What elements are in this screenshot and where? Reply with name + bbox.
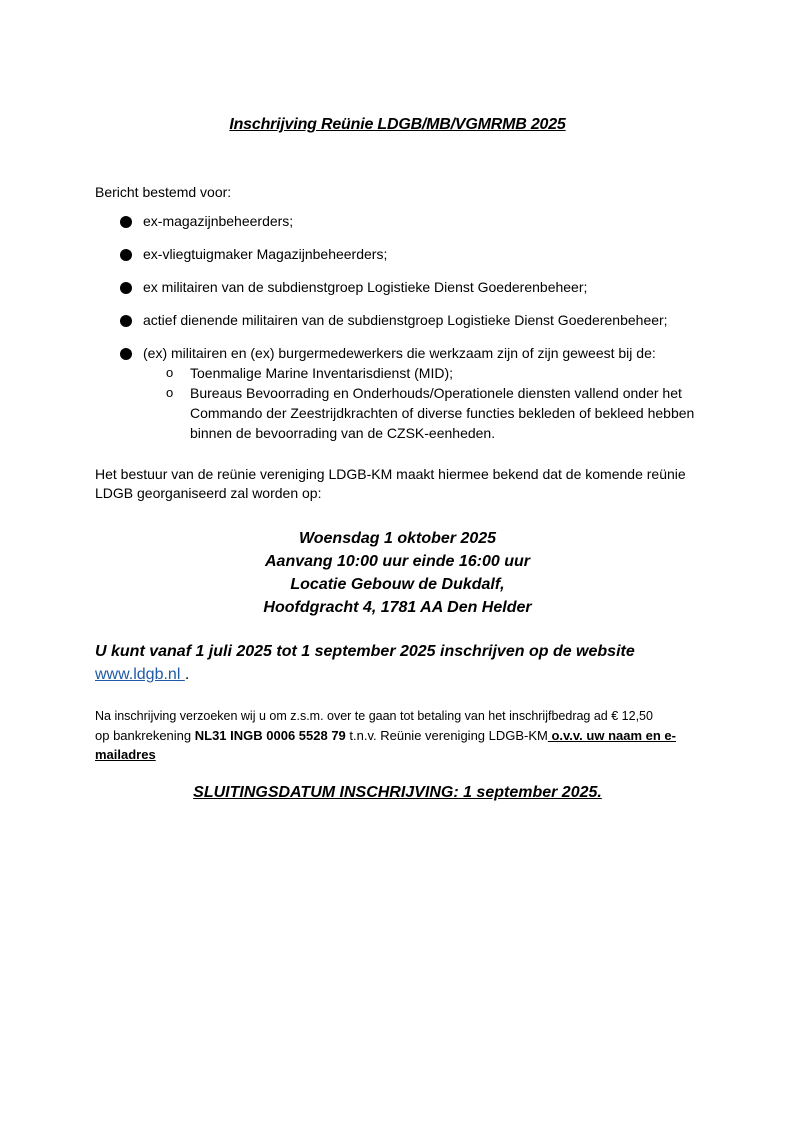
sub-list [143,363,715,443]
event-time: Aanvang 10:00 uur einde 16:00 uur [265,553,530,570]
payment-recipient: t.n.v. Reünie vereniging LDGB-KM [345,728,548,743]
bullet-icon [120,216,132,228]
registration-text: U kunt vanaf 1 juli 2025 tot 1 september 2025 inschrijven op de website [95,643,635,660]
payment-note: o.v.v. uw naam en e-mailadres [95,728,676,762]
bullet-icon [120,348,132,360]
bullet-icon [120,315,132,327]
bullet-icon [120,249,132,261]
list-item-text: (ex) militairen en (ex) burgermedewerkers die werkzaam zijn of zijn geweest bij de: [143,345,656,361]
payment-paragraph [95,706,705,764]
sub-list-item-text: Bureaus Bevoorrading en Onderhouds/Operationele diensten vallend onder het Commando der Zeestrijdkrachten of diverse functies bekleden of bekleed hebben binnen de bevoorrading van de CZSK-eenheden. [190,385,695,441]
event-details [0,527,795,619]
registration-paragraph [95,640,715,686]
payment-prefix: op bankrekening [95,728,195,743]
sub-list-item-text: Toenmalige Marine Inventarisdienst (MID); [190,365,453,381]
event-location: Locatie Gebouw de Dukdalf, [290,576,505,593]
list-item [95,310,715,330]
list-item [95,211,715,231]
closing-deadline: SLUITINGSDATUM INSCHRIJVING: 1 september 2025. [193,784,602,801]
list-item-text: ex-magazijnbeheerders; [143,213,294,229]
list-item-text: ex-vliegtuigmaker Magazijnbeheerders; [143,246,388,262]
circle-bullet-icon: o [166,385,174,400]
list-item-text: ex militairen van de subdienstgroep Logistieke Dienst Goederenbeheer; [143,279,588,295]
list-item [95,244,715,264]
event-address: Hoofdgracht 4, 1781 AA Den Helder [263,599,532,616]
circle-bullet-icon: o [166,365,174,380]
list-item-text: actief dienende militairen van de subdienstgroep Logistieke Dienst Goederenbeheer; [143,312,668,328]
intro-text: Bericht bestemd voor: [95,184,232,200]
bullet-icon [120,282,132,294]
document-title: Inschrijving Reünie LDGB/MB/VGMRMB 2025 [229,116,566,133]
payment-line-1: Na inschrijving verzoeken wij u om z.s.m. over te gaan tot betaling van het inschrijfbedrag ad € 12,50 [95,709,653,723]
announcement-paragraph: Het bestuur van de reünie vereniging LDGB-KM maakt hiermee bekend dat de komende reünie LDGB georganiseerd zal worden op: [95,466,686,501]
list-item [95,277,715,297]
list-item [95,343,715,443]
audience-list [95,211,715,456]
event-date: Woensdag 1 oktober 2025 [298,530,497,547]
registration-period: . [184,666,190,683]
sub-list-item [143,363,715,383]
website-link[interactable]: www.ldgb.nl [95,666,185,683]
bank-account-number: NL31 INGB 0006 5528 79 [194,728,346,743]
sub-list-item [143,383,715,443]
